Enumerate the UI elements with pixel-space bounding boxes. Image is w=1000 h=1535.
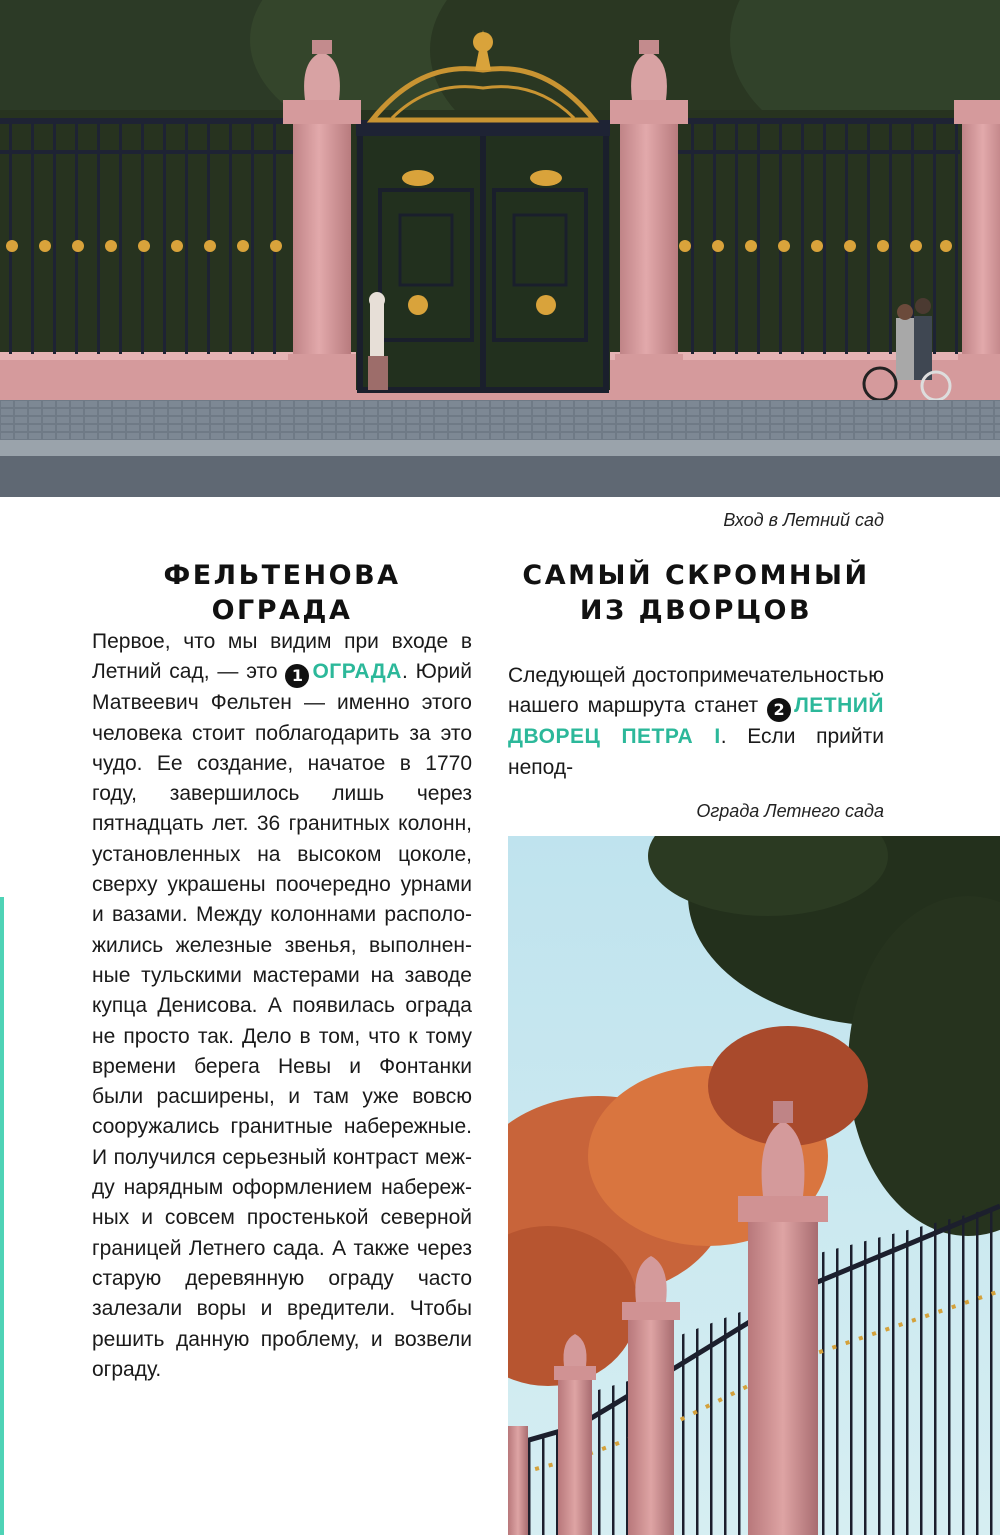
article-summer-palace — [508, 661, 884, 783]
article-felten-fence — [92, 627, 472, 1385]
highlight-palace: ЛЕТНИЙ ДВОРЕЦ ПЕТРА I — [508, 694, 884, 749]
paragraph-summer-palace — [508, 661, 884, 783]
heading-modest-palace — [508, 558, 884, 628]
text-intro: Следующей достопримечательностью нашего маршрута станет — [508, 664, 884, 718]
marker-2-icon: 2 — [767, 698, 791, 722]
marker-1-icon: 1 — [285, 664, 309, 688]
heading-felten-fence: ФЕЛЬТЕНОВА ОГРАДА — [163, 560, 401, 626]
photo-summer-garden-entrance — [0, 0, 1000, 497]
page-edge-mark — [0, 897, 4, 1535]
heading-line-2: ИЗ ДВОРЦОВ — [579, 595, 813, 626]
text-continuation: . Если прийти непод- — [508, 725, 884, 779]
text-intro: Первое, что мы видим при входе в Летний сад, — это — [92, 630, 472, 684]
text-body: . Юрий Матвеевич Фельтен — именно этого человека стоит поблагодарить за это чудо. Ее создание, начатое в 1770 году, завершилось лишь через пятнадцать лет. 36 гранитных колонн, установленных на высоком цоколе, сверху украшены поочередно урнами и вазами. Между колоннами расположились железные звенья, выполненные тульскими мастерами на заводе купца Денисова. А появилась ограда не просто так. Дело в том, что к тому времени берега Невы и Фонтанки были расширены, и там уже вовсю сооружались гранитные набережные. И получился серьезный контраст между нарядным оформлением набережных и совсем простенькой северной границей Летнего сада. А также через старую деревянную ограду часто залезали воры и вредители. Чтобы решить данную проблему, и возвели ограду. — [92, 660, 472, 1381]
paragraph-felten-fence — [92, 627, 472, 1385]
caption-top-photo: Вход в Летний сад — [723, 510, 884, 530]
caption-fence-photo: Ограда Летнего сада — [696, 801, 884, 821]
heading-line-1: САМЫЙ СКРОМНЫЙ — [522, 560, 870, 591]
highlight-fence: ОГРАДА — [312, 660, 402, 684]
photo-summer-garden-fence — [508, 836, 1000, 1535]
